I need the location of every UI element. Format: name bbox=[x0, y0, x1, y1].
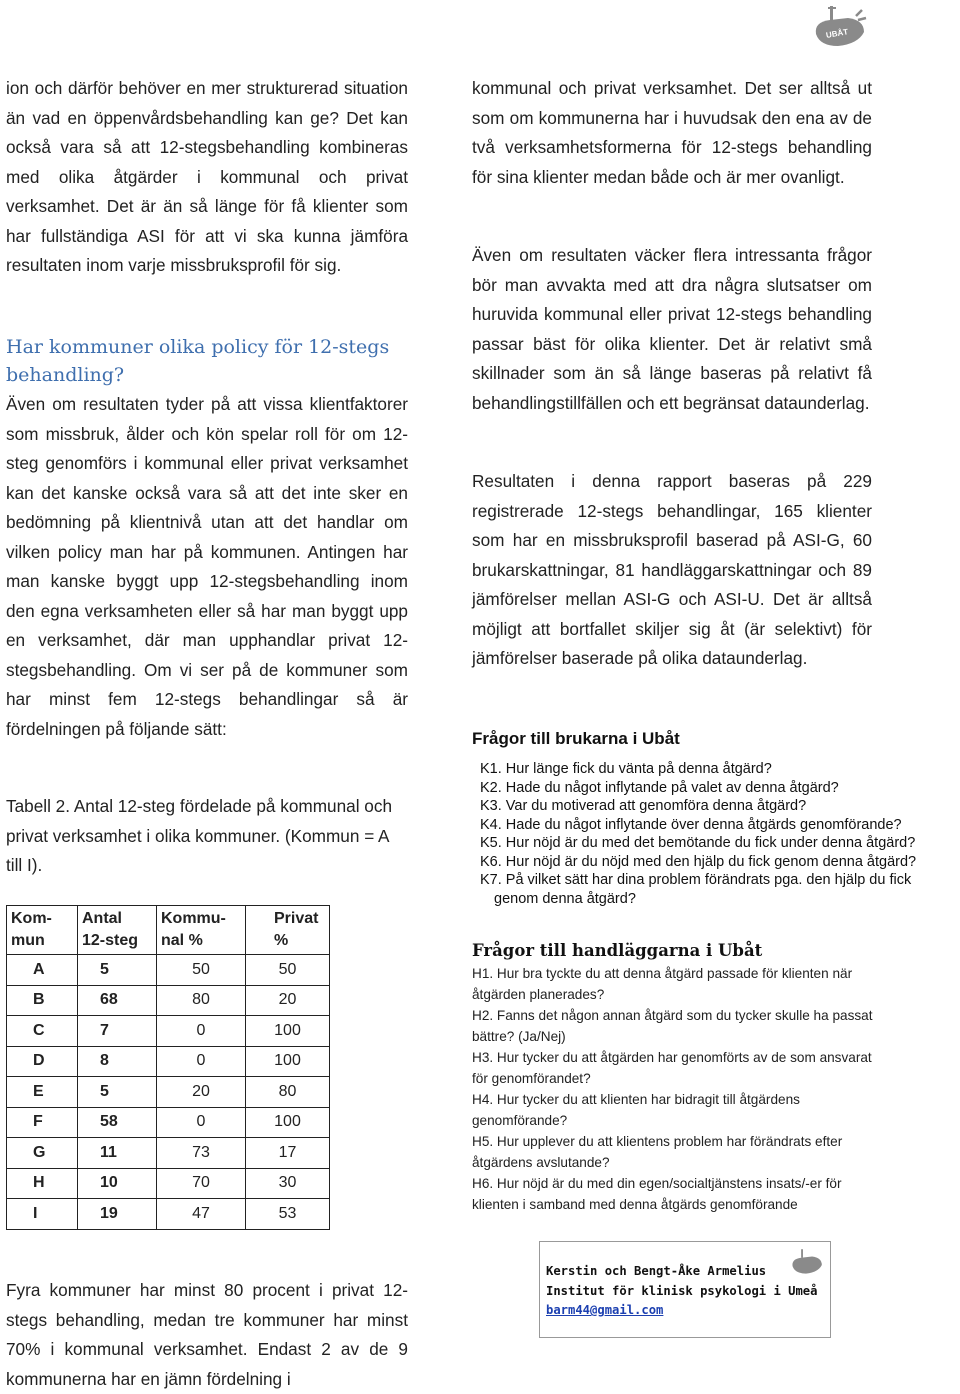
cell-kommun: A bbox=[7, 955, 78, 986]
contact-name: Kerstin och Bengt-Åke Armelius bbox=[546, 1264, 767, 1278]
header-kommunal: Kommu- nal % bbox=[157, 906, 246, 955]
cell-antal: 58 bbox=[78, 1107, 157, 1138]
ubat-logo bbox=[808, 4, 868, 50]
brukare-question: K3. Var du motiverad att genomföra denna åtgärd? bbox=[480, 798, 807, 814]
right-para-2: Även om resultaten väcker flera intressanta frågor bör man avvakta med att dra några slutsatser om huruvida kommunal eller privat 12-stegs behandling passar bäst för olika klienter. Det är relativt små skillnader som än så länge baseras på relativt få behandlingstillfällen och ett begränsat dataunderlag. bbox=[472, 245, 872, 413]
table-row bbox=[7, 1138, 330, 1169]
table-row bbox=[7, 1107, 330, 1138]
brukare-question-cont: genom denna åtgärd? bbox=[494, 890, 636, 907]
table-row bbox=[7, 1077, 330, 1108]
table-row bbox=[7, 1168, 330, 1199]
contact-text bbox=[546, 1262, 818, 1321]
cell-privat: 100 bbox=[246, 1107, 330, 1138]
cell-privat: 50 bbox=[246, 955, 330, 986]
cell-antal: 19 bbox=[78, 1199, 157, 1230]
table-row bbox=[7, 985, 330, 1016]
table-row bbox=[7, 1016, 330, 1047]
handlaggare-question: H4. Hur tycker du att klienten har bidragit till åtgärdens genomförande? bbox=[472, 1092, 800, 1128]
cell-kommunal: 80 bbox=[157, 985, 246, 1016]
distribution-table bbox=[6, 905, 330, 1230]
cell-kommun: G bbox=[7, 1138, 78, 1169]
brukare-question: K4. Hade du något inflytande över denna åtgärds genomförande? bbox=[480, 816, 902, 833]
cell-antal: 68 bbox=[78, 985, 157, 1016]
cell-kommun: I bbox=[7, 1199, 78, 1230]
table-row bbox=[7, 1199, 330, 1230]
header-antal: Antal 12-steg bbox=[78, 906, 157, 955]
cell-privat: 80 bbox=[246, 1077, 330, 1108]
cell-kommun: D bbox=[7, 1046, 78, 1077]
cell-antal: 7 bbox=[78, 1016, 157, 1047]
cell-kommun: B bbox=[7, 985, 78, 1016]
cell-kommunal: 0 bbox=[157, 1046, 246, 1077]
cell-kommun: E bbox=[7, 1077, 78, 1108]
left-para-3: Fyra kommuner har minst 80 procent i privat 12-stegs behandling, medan tre kommuner har minst 70% i kommunal verksamhet. Endast 2 av de 9 kommunerna har en jämn fördelning i bbox=[6, 1280, 408, 1389]
heading-brukare: Frågor till brukarna i Ubåt bbox=[472, 729, 680, 748]
brukare-question: K7. På vilket sätt har dina problem förändrats pga. den hjälp du fick bbox=[480, 872, 912, 888]
cell-kommun: C bbox=[7, 1016, 78, 1047]
handlaggare-questions bbox=[472, 963, 874, 1215]
cell-antal: 5 bbox=[78, 955, 157, 986]
cell-kommunal: 20 bbox=[157, 1077, 246, 1108]
cell-kommunal: 50 bbox=[157, 955, 246, 986]
table-header-row bbox=[7, 906, 330, 955]
right-para-1: kommunal och privat verksamhet. Det ser alltså ut som om kommunerna har i huvudsak den ena av de två verksamhetsformerna för 12-stegs behandling för sina klienter medan både och är mer ovanligt. bbox=[472, 78, 872, 187]
brukare-question: K6. Hur nöjd är du nöjd med den hjälp du fick genom denna åtgärd? bbox=[480, 853, 917, 870]
table-row bbox=[7, 1046, 330, 1077]
table-body bbox=[7, 955, 330, 1230]
header-privat: Privat % bbox=[246, 906, 330, 955]
brukare-question: K2. Hade du något inflytande på valet av denna åtgärd? bbox=[480, 779, 839, 796]
cell-kommun: F bbox=[7, 1107, 78, 1138]
contact-card bbox=[539, 1241, 831, 1338]
cell-antal: 11 bbox=[78, 1138, 157, 1169]
cell-antal: 10 bbox=[78, 1168, 157, 1199]
handlaggare-question: H3. Hur tycker du att åtgärden har genomförts av de som ansvarat för genomförandet? bbox=[472, 1050, 872, 1086]
cell-kommunal: 73 bbox=[157, 1138, 246, 1169]
heading-handlaggare: Frågor till handläggarna i Ubåt bbox=[472, 941, 763, 960]
logo-text: UBÅT bbox=[825, 27, 849, 41]
contact-institution: Institut för klinisk psykologi i Umeå bbox=[546, 1283, 818, 1298]
cell-privat: 100 bbox=[246, 1046, 330, 1077]
handlaggare-question: H5. Hur upplever du att klientens problem har förändrats efter åtgärdens avslutande? bbox=[472, 1134, 843, 1170]
cell-privat: 100 bbox=[246, 1016, 330, 1047]
handlaggare-question: H1. Hur bra tyckte du att denna åtgärd passade för klienten när åtgärden planerades? bbox=[472, 966, 853, 1002]
handlaggare-question: H2. Fanns det någon annan åtgärd som du tycker skulle ha passat bättre? (Ja/Nej) bbox=[472, 1008, 873, 1044]
handlaggare-question: H6. Hur nöjd är du med din egen/socialtjänstens insats/-er för klienten i samband med denna åtgärds genomförande bbox=[472, 1176, 842, 1212]
cell-privat: 17 bbox=[246, 1138, 330, 1169]
cell-antal: 8 bbox=[78, 1046, 157, 1077]
header-kommun: Kom- mun bbox=[7, 906, 78, 955]
cell-kommunal: 70 bbox=[157, 1168, 246, 1199]
cell-privat: 20 bbox=[246, 985, 330, 1016]
brukare-questions bbox=[480, 760, 916, 908]
cell-kommunal: 0 bbox=[157, 1016, 246, 1047]
section-heading-policy: Har kommuner olika policy för 12-stegs behandling? bbox=[6, 336, 390, 386]
cell-antal: 5 bbox=[78, 1077, 157, 1108]
cell-privat: 30 bbox=[246, 1168, 330, 1199]
table-caption: Tabell 2. Antal 12-steg fördelade på kommunal och privat verksamhet i olika kommuner. (Kommun = A till I). bbox=[6, 796, 393, 875]
contact-email-link[interactable]: barm44@gmail.com bbox=[546, 1303, 664, 1317]
cell-kommun: H bbox=[7, 1168, 78, 1199]
right-para-3: Resultaten i denna rapport baseras på 229 registrerade 12-stegs behandlingar, 165 klienter som har en missbruksprofil baserad på ASI-G, 60 brukarskattningar, 81 handläggarskattningar och 89 jämförelser mellan ASI-G och ASI-U. Det är alltså möjligt att bortfallet skiljer sig åt (är selektivt) för jämförelser baserade på olika dataunderlag. bbox=[472, 471, 872, 668]
left-para-1: ion och därför behöver en mer strukturerad situation än vad en öppenvårdsbehandling kan ge? Det kan också vara så att 12-stegsbehandling kombineras med olika åtgärder i kommunal och privat verksamhet. Det är än så länge för få klienter som har fullständiga ASI för att vi ska kunna jämföra resultaten inom varje missbruksprofil för sig. bbox=[6, 78, 408, 275]
brukare-question: K5. Hur nöjd är du med det bemötande du fick under denna åtgärd? bbox=[480, 835, 916, 851]
brukare-question: K1. Hur länge fick du vänta på denna åtgärd? bbox=[480, 761, 772, 777]
cell-kommunal: 47 bbox=[157, 1199, 246, 1230]
cell-kommunal: 0 bbox=[157, 1107, 246, 1138]
table-row bbox=[7, 955, 330, 986]
left-para-2: Även om resultaten tyder på att vissa klientfaktorer som missbruk, ålder och kön spelar roll för om 12-steg genomförs i kommunal eller privat verksamhet kan det kanske också vara så att det inte sker en bedömning på klientnivå utan att det handlar om vilken policy man har på kommunen. Antingen har man kanske byggt upp 12-stegsbehandling inom den egna verksamheten eller så har man byggt upp en verksamhet, där man upphandlar privat 12-stegsbehandling. Om vi ser på de kommuner som har minst fem 12-stegs behandlingar så är fördelningen på följande sätt: bbox=[6, 394, 408, 739]
cell-privat: 53 bbox=[246, 1199, 330, 1230]
